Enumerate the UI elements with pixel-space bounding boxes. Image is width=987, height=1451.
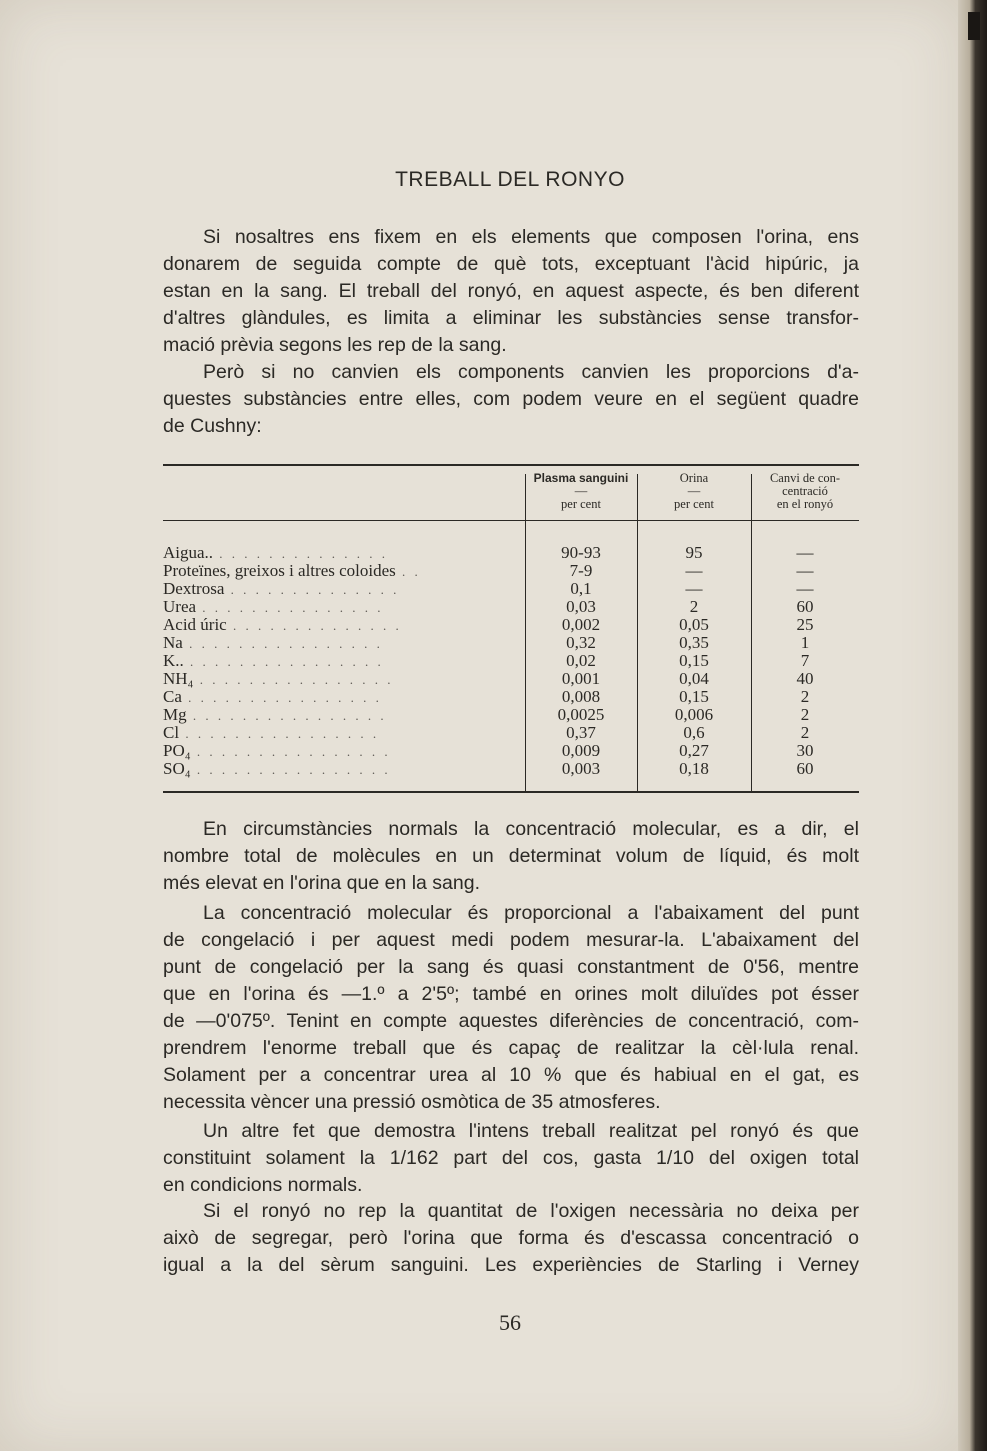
row-label-text: Na <box>163 634 183 652</box>
leader-dots: . . . . . . . . . . . . . . . . <box>182 636 383 651</box>
cell-plasma: 0,008 <box>561 687 601 706</box>
cell-orina: 0,15 <box>679 651 709 670</box>
cell-canvi: 40 <box>796 669 814 688</box>
text-line: Un altre fet que demostra l'intens treball realitzat pel ronyó és que <box>203 1120 859 1142</box>
paragraph-5 <box>163 1118 859 1199</box>
text-line: necessita vèncer una pressió osmòtica de 35 atmosferes. <box>163 1091 661 1113</box>
cell-orina: — <box>685 561 703 580</box>
leader-dots: . . . . . . . . . . . . . . . . <box>193 672 394 687</box>
text-line: nombre total de molècules en un determinat volum de líquid, és molt <box>163 845 859 867</box>
row-label <box>163 724 513 743</box>
row-label-text: Mg <box>163 706 187 724</box>
cell-canvi: 1 <box>800 633 810 652</box>
cell-orina: 0,05 <box>679 615 709 634</box>
row-label <box>163 580 513 599</box>
cell-plasma: 0,02 <box>566 651 596 670</box>
leader-dots: . . . . . . . . . . . . . . <box>226 618 402 633</box>
row-label <box>163 562 513 581</box>
cell-orina: 95 <box>685 543 703 562</box>
row-label <box>163 760 513 779</box>
text-line: Solament per a concentrar urea al 10 % que és habiual en el gat, es <box>163 1064 859 1086</box>
text-line: questes substàncies entre elles, com podem veure en el següent quadre <box>163 388 859 410</box>
header-line: Plasma sanguini <box>533 471 629 485</box>
text-line: En circumstàncies normals la concentració molecular, es a dir, el <box>203 818 859 840</box>
scan-marker <box>968 12 980 40</box>
table-row <box>163 616 859 634</box>
table-row <box>163 544 859 562</box>
row-label <box>163 670 513 689</box>
row-label-text: Acid úric <box>163 616 227 634</box>
leader-dots: . . . . . . . . . . . . . . . . <box>181 690 382 705</box>
text-line: de —0'075º. Tenint en compte aquestes diferències de concentració, com- <box>163 1010 859 1032</box>
row-label <box>163 598 513 617</box>
header-line: — <box>574 484 588 498</box>
paragraph-2 <box>163 359 859 440</box>
table-header-rule <box>163 520 859 521</box>
text-line: Però si no canvien els components canvien les proporcions d'a- <box>203 361 859 383</box>
cell-plasma: 7-9 <box>569 561 593 580</box>
row-label <box>163 652 513 671</box>
cell-canvi: 2 <box>800 687 810 706</box>
row-label-text: K.. <box>163 652 184 670</box>
cell-orina: 0,35 <box>679 633 709 652</box>
cell-plasma: 90-93 <box>561 543 601 562</box>
table-row <box>163 742 859 760</box>
leader-dots: . . . . . . . . . . . . . . . . <box>190 762 391 777</box>
cell-plasma: 0,1 <box>570 579 592 598</box>
text-line: de congelació i per aquest medi podem mesurar-la. L'abaixament del <box>163 929 859 951</box>
text-line: donarem de seguida compte de què tots, exceptuant l'àcid hipúric, ja <box>163 253 859 275</box>
header-line: en el ronyó <box>776 497 834 511</box>
leader-dots: . . . . . . . . . . . . . . . . <box>179 726 380 741</box>
table-row <box>163 760 859 778</box>
row-label-text: Cl <box>163 724 180 742</box>
cell-canvi: 30 <box>796 741 814 760</box>
table-row <box>163 688 859 706</box>
leader-dots: . . . . . . . . . . . . . . <box>213 546 389 561</box>
cell-orina: 0,27 <box>679 741 709 760</box>
row-label-text: Dextrosa <box>163 580 225 598</box>
book-spine-edge <box>958 0 987 1451</box>
cell-orina: 0,006 <box>674 705 714 724</box>
table-row <box>163 580 859 598</box>
cell-orina: — <box>685 579 703 598</box>
cell-plasma: 0,03 <box>566 597 596 616</box>
cell-canvi: — <box>796 543 814 562</box>
table-top-rule <box>163 464 859 466</box>
text-line: La concentració molecular és proporcional a l'abaixament del punt <box>203 902 859 924</box>
text-line: Si nosaltres ens fixem en els elements que composen l'orina, ens <box>203 226 859 248</box>
row-label-text: SO₄ <box>163 760 191 778</box>
header-canvi <box>751 472 859 511</box>
row-label-text: Aigua.. <box>163 544 214 562</box>
text-line: de Cushny: <box>163 415 262 437</box>
cell-canvi: 60 <box>796 597 814 616</box>
page-title: TREBALL DEL RONYO <box>395 168 625 191</box>
text-line: que en l'orina és —1.º a 2'5º; també en orines molt diluïdes pot ésser <box>163 983 859 1005</box>
table-row <box>163 670 859 688</box>
header-plasma <box>525 472 637 511</box>
header-orina <box>637 472 751 511</box>
text-line: en condicions normals. <box>163 1174 363 1196</box>
header-line: Canvi de con- <box>769 471 841 485</box>
paragraph-4 <box>163 900 859 1116</box>
row-label <box>163 688 513 707</box>
paragraph-6 <box>163 1198 859 1279</box>
cell-plasma: 0,003 <box>561 759 601 778</box>
text-line: estan en la sang. El treball del ronyó, en aquest aspecte, és ben diferent <box>163 280 859 302</box>
row-label <box>163 616 513 635</box>
table-row <box>163 598 859 616</box>
text-line: Si el ronyó no rep la quantitat de l'oxigen necessària no deixa per <box>203 1200 859 1222</box>
cell-plasma: 0,32 <box>566 633 596 652</box>
leader-dots: . . . . . . . . . . . . . . . . <box>183 654 384 669</box>
row-label-text: PO₄ <box>163 742 191 760</box>
row-label-text: NH₄ <box>163 670 194 688</box>
cell-orina: 2 <box>689 597 699 616</box>
cell-canvi: 60 <box>796 759 814 778</box>
header-line: Orina <box>679 471 709 485</box>
cell-canvi: 25 <box>796 615 814 634</box>
row-label <box>163 544 513 563</box>
table-row <box>163 652 859 670</box>
text-line: punt de congelació per la sang és quasi constantment de 0'56, mentre <box>163 956 859 978</box>
leader-dots: . . . . . . . . . . . . . . . . <box>186 708 387 723</box>
cell-canvi: — <box>796 561 814 580</box>
cell-orina: 0,18 <box>679 759 709 778</box>
cell-canvi: 7 <box>800 651 810 670</box>
row-label <box>163 742 513 761</box>
header-line: per cent <box>674 497 714 511</box>
paragraph-1 <box>163 224 859 359</box>
text-line: prendrem l'enorme treball que és capaç de realitzar la cèl·lula renal. <box>163 1037 859 1059</box>
row-label <box>163 706 513 725</box>
text-line: mació prèvia segons les rep de la sang. <box>163 334 507 356</box>
table-row <box>163 724 859 742</box>
table-row <box>163 634 859 652</box>
paragraph-3 <box>163 816 859 897</box>
cell-orina: 0,15 <box>679 687 709 706</box>
text-line: igual a la del sèrum sanguini. Les experiències de Starling i Verney <box>163 1254 859 1276</box>
table-bottom-rule <box>163 791 859 793</box>
cell-plasma: 0,002 <box>561 615 601 634</box>
cell-orina: 0,04 <box>679 669 709 688</box>
row-label-text: Urea <box>163 598 197 616</box>
row-label <box>163 634 513 653</box>
cell-plasma: 0,009 <box>561 741 601 760</box>
row-label-text: Ca <box>163 688 182 706</box>
cell-canvi: — <box>796 579 814 598</box>
row-label-text: Proteïnes, greixos i altres coloides <box>163 562 396 580</box>
header-line: per cent <box>561 497 601 511</box>
text-line: més elevat en l'orina que en la sang. <box>163 872 481 894</box>
cell-orina: 0,6 <box>683 723 705 742</box>
cell-plasma: 0,001 <box>561 669 601 688</box>
table-row <box>163 706 859 724</box>
table-row <box>163 562 859 580</box>
header-line: — <box>687 484 701 498</box>
cell-plasma: 0,37 <box>566 723 596 742</box>
text-line: constituint solament la 1/162 part del cos, gasta 1/10 del oxigen total <box>163 1147 859 1169</box>
text-line: això de segregar, però l'orina que forma és d'escassa concentració o <box>163 1227 859 1249</box>
page-number: 56 <box>499 1310 521 1335</box>
leader-dots: . . . . . . . . . . . . . . . . <box>190 744 391 759</box>
cell-canvi: 2 <box>800 705 810 724</box>
text-line: d'altres glàndules, es limita a eliminar les substàncies sense transfor- <box>163 307 859 329</box>
leader-dots: . . <box>395 564 421 579</box>
cell-plasma: 0,0025 <box>557 705 605 724</box>
header-line: centració <box>782 484 828 498</box>
leader-dots: . . . . . . . . . . . . . . . <box>196 600 384 615</box>
leader-dots: . . . . . . . . . . . . . . <box>224 582 400 597</box>
cell-canvi: 2 <box>800 723 810 742</box>
table-body <box>163 544 859 778</box>
